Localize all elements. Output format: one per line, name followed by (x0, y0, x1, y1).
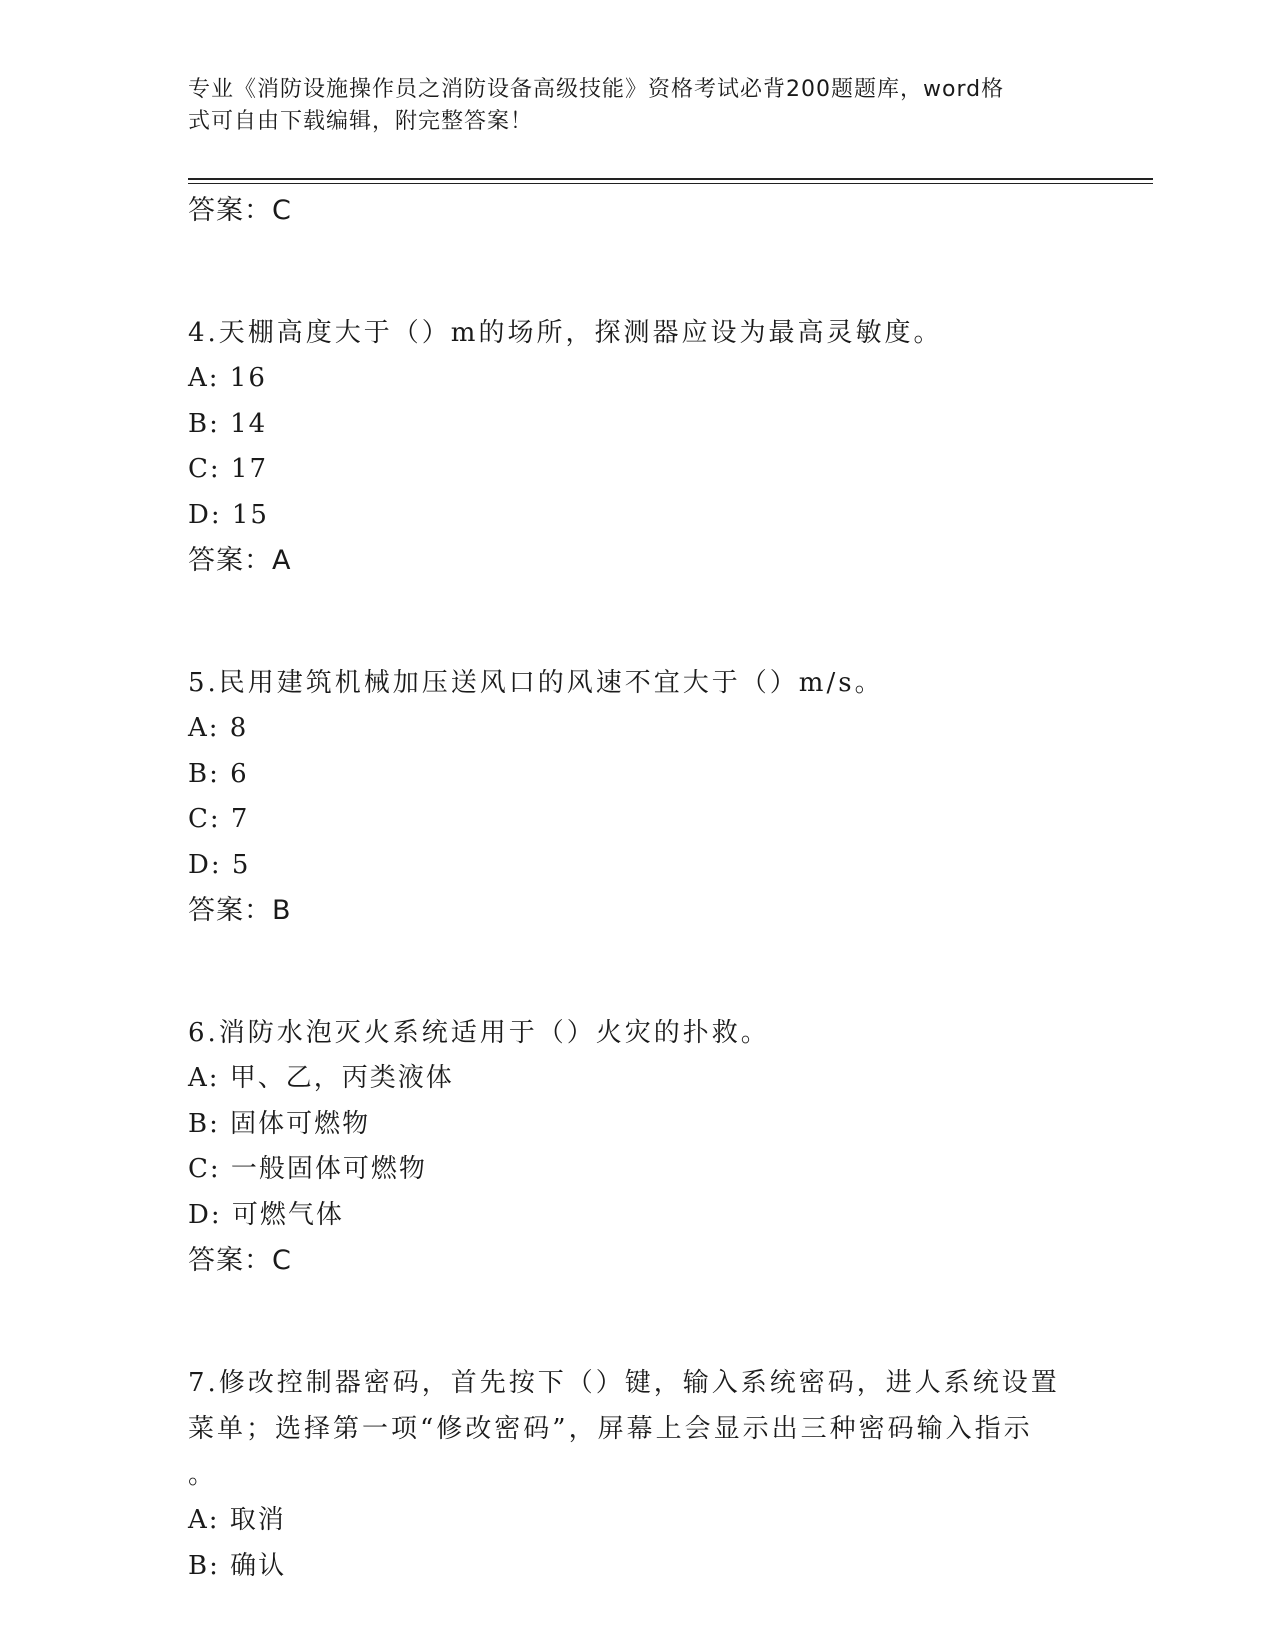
option-c: C: 7 (188, 804, 250, 834)
option-b: B: 固体可燃物 (188, 1108, 371, 1139)
question-list (188, 188, 1088, 1589)
option-a: A: 8 (188, 713, 249, 743)
answer-label: 答案：C (188, 1245, 292, 1276)
spacer (188, 934, 1088, 1010)
spacer (188, 234, 1088, 310)
header-rule-thick (188, 178, 1153, 180)
header-rule-thin (188, 183, 1153, 184)
question-title-line-1: 7.修改控制器密码，首先按下（）键，输入系统密码，进人系统设置 (188, 1368, 1060, 1398)
question-title: 4.天棚高度大于（）m的场所，探测器应设为最高灵敏度。 (188, 318, 943, 348)
question-block (188, 1010, 1088, 1284)
option-a: A: 取消 (188, 1505, 286, 1535)
answer-label: 答案：A (188, 545, 292, 576)
question-title: 6.消防水泡灭火系统适用于（）火灾的扑救。 (188, 1018, 770, 1048)
question-title-line-2: 菜单；选择第一项“修改密码”，屏幕上会显示出三种密码输入指示 (188, 1414, 1033, 1444)
option-b: B: 确认 (188, 1550, 287, 1581)
header-line-2: 式可自由下载编辑，附完整答案！ (188, 109, 534, 134)
question-title-line-3: 。 (188, 1460, 218, 1490)
question-title: 5.民用建筑机械加压送风口的风速不宜大于（）m/s。 (188, 668, 884, 698)
option-d: D: 5 (188, 849, 251, 880)
answer-label: 答案：B (188, 895, 292, 926)
option-a: A: 甲、乙，丙类液体 (188, 1063, 454, 1093)
previous-answer: 答案：C (188, 195, 292, 226)
option-c: C: 17 (188, 454, 269, 484)
spacer (188, 584, 1088, 660)
option-b: B: 6 (188, 758, 249, 789)
spacer (188, 1284, 1088, 1360)
option-b: B: 14 (188, 408, 268, 439)
question-block (188, 660, 1088, 934)
option-d: D: 15 (188, 499, 269, 530)
option-c: C: 一般固体可燃物 (188, 1154, 427, 1184)
header-line-1: 专业《消防设施操作员之消防设备高级技能》资格考试必背200题题库，word格 (188, 77, 1005, 102)
option-d: D: 可燃气体 (188, 1199, 344, 1230)
option-a: A: 16 (188, 363, 267, 393)
question-block (188, 1360, 1088, 1589)
question-block (188, 310, 1088, 584)
document-header (188, 74, 1068, 138)
